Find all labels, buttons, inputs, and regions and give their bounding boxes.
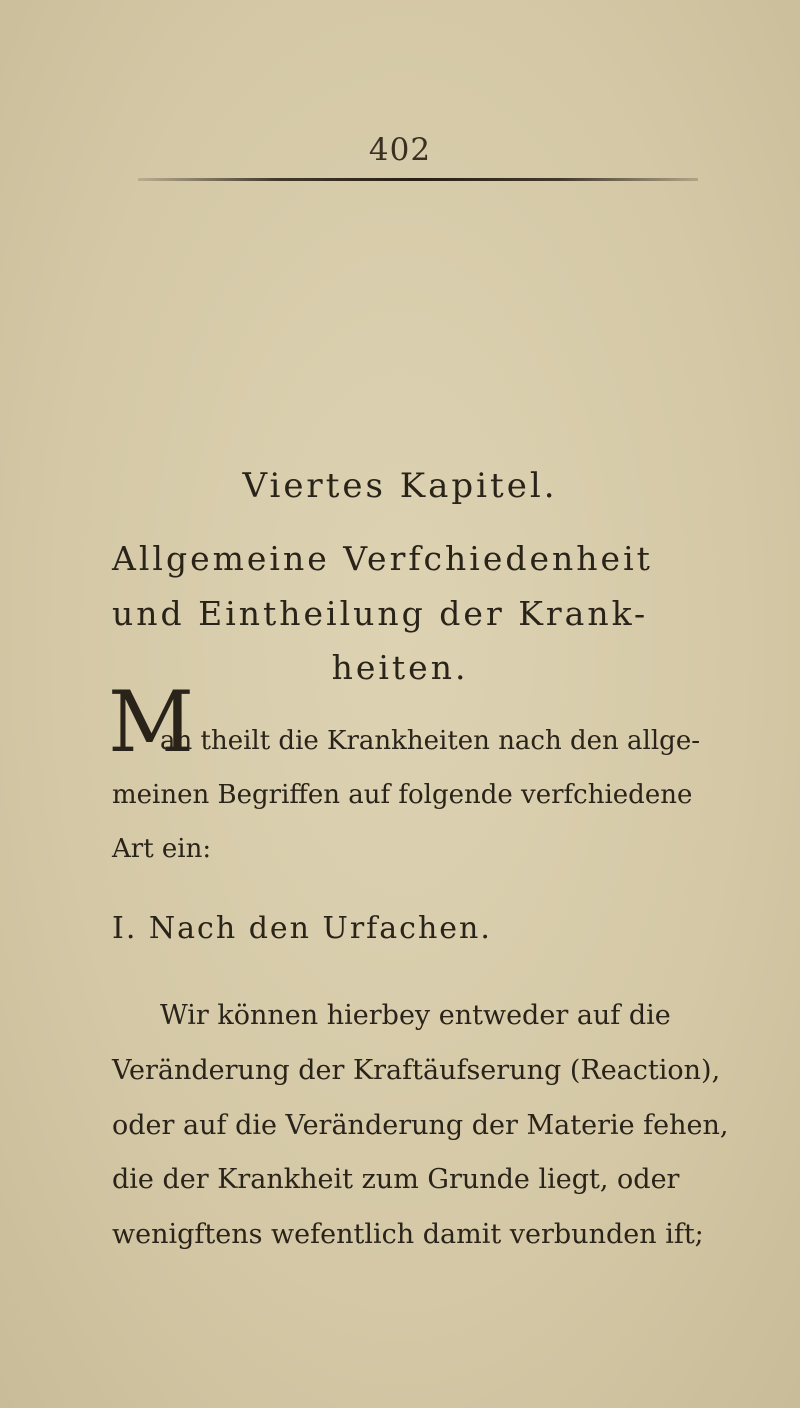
section-heading: I. Nach den Urfachen. bbox=[112, 911, 492, 946]
chapter-heading-line-2: und Eintheilung der Krank- bbox=[112, 594, 649, 633]
chapter-title: Viertes Kapitel. bbox=[242, 466, 558, 506]
chapter-heading-line-1: Allgemeine Verfchiedenheit bbox=[112, 539, 653, 578]
paragraph-line-1: Wir können hierbey entweder auf die bbox=[160, 1000, 671, 1031]
paragraph-line-5: wenigftens wefentlich damit verbunden ift; bbox=[112, 1219, 704, 1250]
paragraph-line-2: Veränderung der Kraftäufserung (Reaction), bbox=[112, 1055, 721, 1086]
intro-line-3: Art ein: bbox=[112, 834, 212, 864]
drop-cap: M bbox=[108, 673, 195, 771]
intro-line-2: meinen Begriffen auf folgende verfchiedene bbox=[112, 780, 693, 810]
page-number: 402 bbox=[368, 132, 432, 168]
header-rule bbox=[138, 178, 698, 181]
paragraph-line-4: die der Krankheit zum Grunde liegt, oder bbox=[112, 1164, 680, 1195]
chapter-heading-line-3: heiten. bbox=[331, 648, 469, 687]
paragraph-line-3: oder auf die Veränderung der Materie fehen, bbox=[112, 1110, 729, 1141]
intro-line-1: an theilt die Krankheiten nach den allge- bbox=[160, 726, 700, 756]
